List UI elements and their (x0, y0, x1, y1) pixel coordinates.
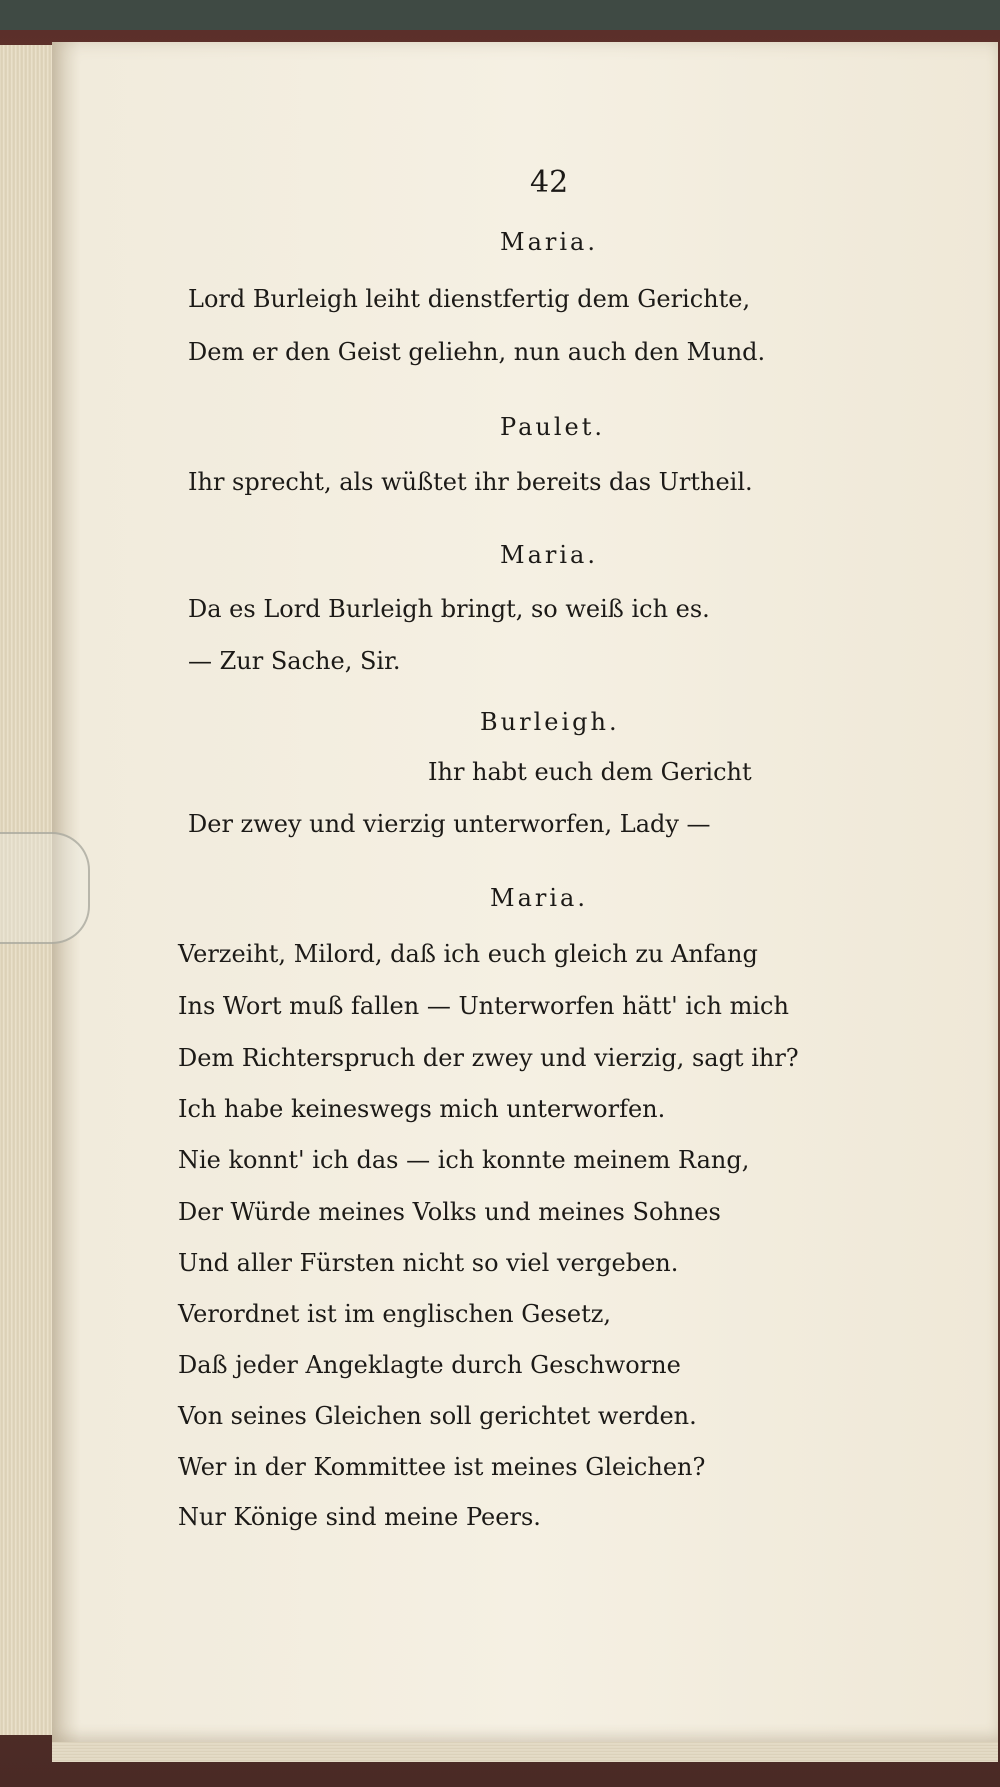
verse-line: Nie konnt' ich das — ich konnte meinem Rang, (178, 1146, 750, 1174)
verse-line: Der Würde meines Volks und meines Sohnes (178, 1198, 721, 1226)
verse-line: Und aller Fürsten nicht so viel vergeben. (178, 1249, 679, 1277)
verse-line: Lord Burleigh leiht dienstfertig dem Gerichte, (188, 285, 751, 313)
page-number: 42 (530, 165, 569, 200)
verse-line: Nur Könige sind meine Peers. (178, 1503, 541, 1531)
verse-line: Daß jeder Angeklagte durch Geschworne (178, 1351, 681, 1379)
verse-line: — Zur Sache, Sir. (188, 647, 401, 675)
verse-line: Verzeiht, Milord, daß ich euch gleich zu Anfang (178, 940, 758, 968)
speaker-name: Maria. (500, 541, 598, 569)
verse-line: Wer in der Kommittee ist meines Gleichen? (178, 1453, 706, 1481)
verse-line: Ihr habt euch dem Gericht (428, 758, 752, 786)
verse-line: Dem er den Geist geliehn, nun auch den Mund. (188, 338, 766, 366)
verse-line: Ins Wort muß fallen — Unterworfen hätt' ich mich (178, 992, 789, 1020)
verse-line: Dem Richterspruch der zwey und vierzig, sagt ihr? (178, 1044, 799, 1072)
verse-line: Ich habe keineswegs mich unterworfen. (178, 1095, 666, 1123)
speaker-name: Maria. (500, 228, 598, 256)
verse-line: Da es Lord Burleigh bringt, so weiß ich es. (188, 595, 710, 623)
speaker-name: Paulet. (500, 413, 605, 441)
speaker-name: Burleigh. (480, 708, 620, 736)
speaker-name: Maria. (490, 884, 588, 912)
verse-line: Der zwey und vierzig unterworfen, Lady — (188, 810, 711, 838)
verse-line: Von seines Gleichen soll gerichtet werden. (178, 1402, 697, 1430)
verse-line: Verordnet ist im englischen Gesetz, (178, 1300, 612, 1328)
verse-line: Ihr sprecht, als wüßtet ihr bereits das Urtheil. (188, 468, 753, 496)
